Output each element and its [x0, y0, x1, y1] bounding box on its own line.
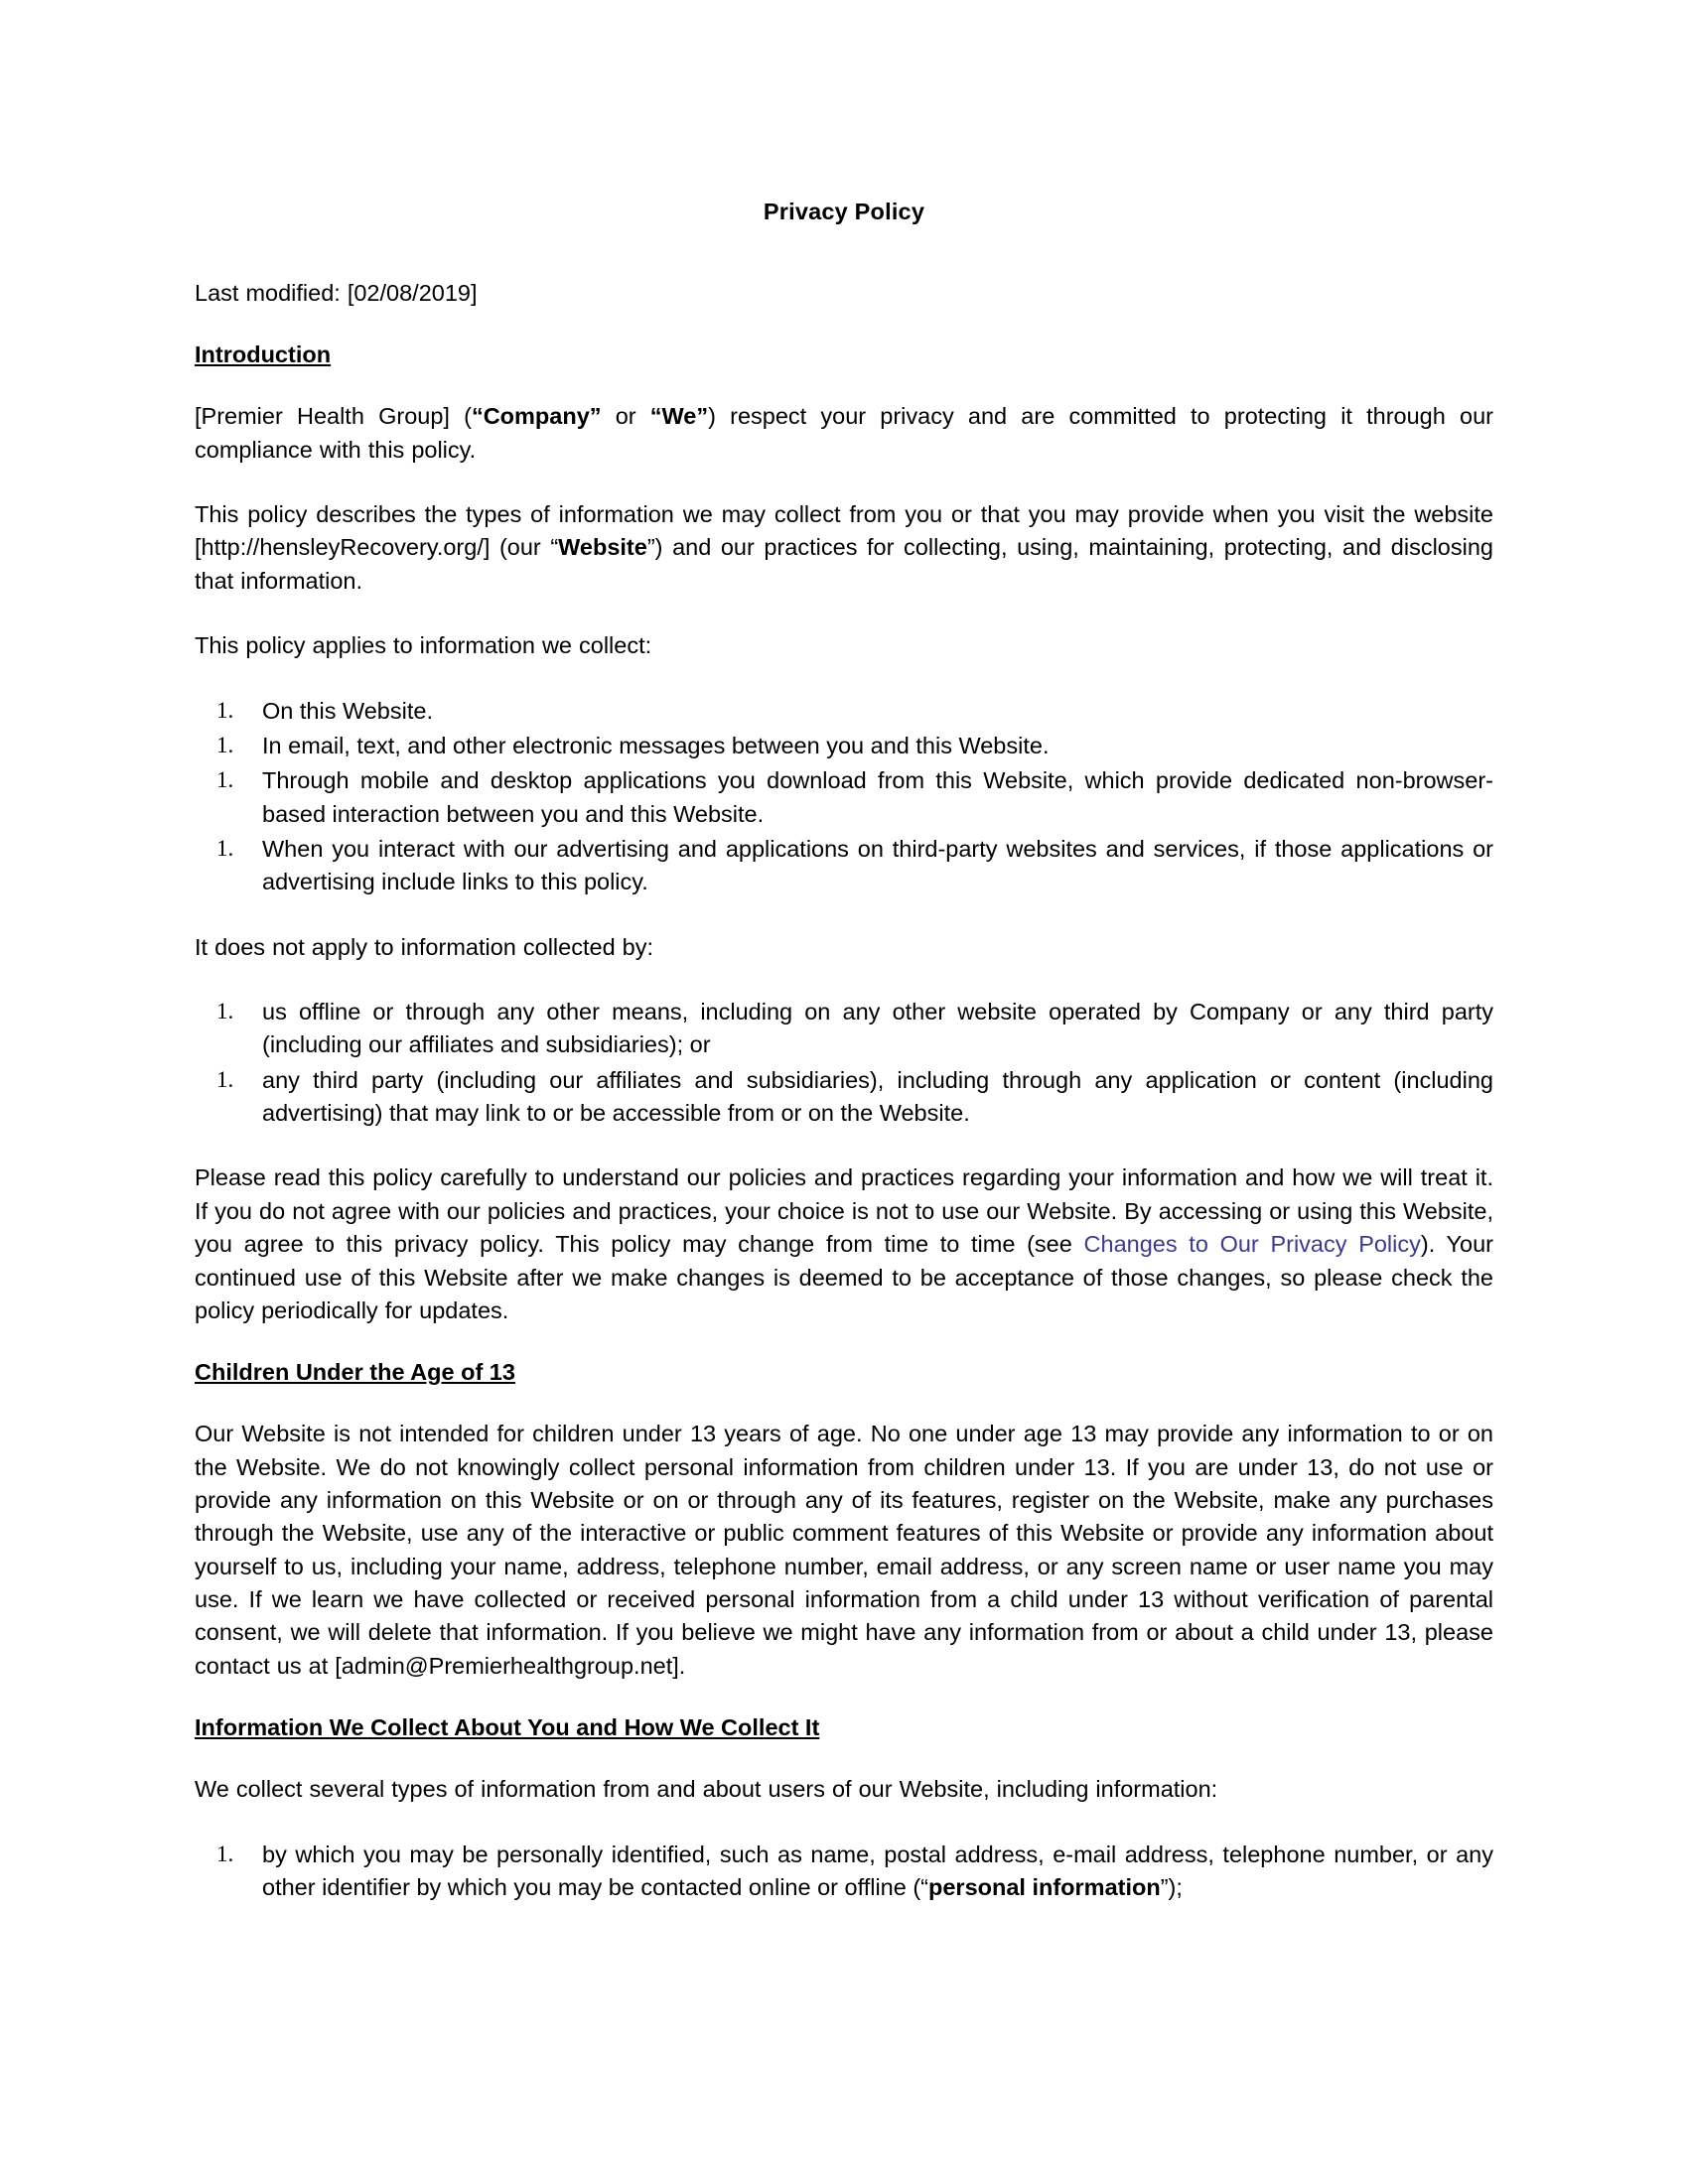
list-item-text: Through mobile and desktop applications you download from this Website, which provide dedicated non-browser-based interaction between you and this Website.	[262, 767, 1493, 827]
list-item	[195, 695, 1493, 728]
list-item-text: In email, text, and other electronic messages between you and this Website.	[262, 732, 1050, 758]
list-item	[195, 1064, 1493, 1131]
applies-intro: This policy applies to information we collect:	[195, 632, 652, 659]
read-policy-part-b: ). Your continued use of this Website after we make changes is deemed to be acceptance of those changes, so please check the policy periodically for updates.	[195, 1231, 1493, 1323]
list-item-part-b: ”);	[1160, 1873, 1183, 1900]
list-marker: 1.	[216, 732, 234, 757]
not-apply-list	[195, 996, 1493, 1130]
last-modified-line: Last modified: [02/08/2019]	[195, 280, 478, 306]
list-item-text	[262, 1842, 1493, 1900]
list-item	[195, 764, 1493, 831]
list-item	[195, 996, 1493, 1062]
list-item-text: us offline or through any other means, including on any other website operated by Company or any third party (including our affiliates and subsidiaries); or	[262, 999, 1493, 1058]
term-we: “We”	[649, 403, 709, 430]
intro-p2-part-a: This policy describes the types of information we may collect from you or that you may provide when you visit the website [http://hensleyRecovery.org/] (our “	[195, 501, 1493, 561]
list-marker: 1.	[216, 697, 234, 723]
intro-p2-part-b: ”) and our practices for collecting, using, maintaining, protecting, and disclosing that information.	[195, 534, 1493, 594]
page-title: Privacy Policy	[763, 199, 925, 224]
list-item	[195, 1839, 1493, 1905]
list-marker: 1.	[216, 999, 234, 1024]
read-policy-paragraph	[195, 1161, 1493, 1327]
term-personal-information: personal information	[928, 1873, 1161, 1900]
list-marker: 1.	[216, 1841, 234, 1866]
section-heading-introduction: Introduction	[195, 341, 332, 368]
information-we-collect-list	[195, 1839, 1493, 1905]
intro-p1-part-b: or	[601, 403, 650, 430]
read-policy-part-a: Please read this policy carefully to understand our policies and practices regarding your information and how we will treat it. If you do not agree with our policies and practices, your choice is not to use our Website. By accessing or using this Website, you agree to this privacy policy. This policy may change from time to time (see	[195, 1164, 1493, 1258]
children-paragraph: Our Website is not intended for children under 13 years of age. No one under age 13 may provide any information to or on the Website. We do not knowingly collect personal information from children under 13. If you are under 13, do not use or provide any information on this Website or on or through any of its features, register on the Website, make any purchases through the Website, use any of the interactive or public comment features of this Website or provide any information about yourself to us, including your name, address, telephone number, email address, or any screen name or user name you may use. If we learn we have collected or received personal information from a child under 13 without verification of parental consent, we will delete that information. If you believe we might have any information from or about a child under 13, please contact us at [admin@Premierhealthgroup.net].	[195, 1421, 1493, 1679]
list-item	[195, 730, 1493, 762]
list-marker: 1.	[216, 1066, 234, 1092]
list-marker: 1.	[216, 767, 234, 793]
list-item-text: any third party (including our affiliates and subsidiaries), including through any application or content (including advertising) that may link to or be accessible from or on the Website.	[262, 1066, 1493, 1127]
information-we-collect-intro: We collect several types of information from and about users of our Website, including information:	[195, 1776, 1218, 1803]
list-item-text: When you interact with our advertising and applications on third-party websites and services, if those applications or advertising include links to this policy.	[262, 835, 1493, 895]
list-marker: 1.	[216, 835, 234, 861]
section-heading-children: Children Under the Age of 13	[195, 1359, 515, 1386]
intro-paragraph-2	[195, 498, 1493, 598]
section-heading-information-we-collect: Information We Collect About You and How We Collect It	[195, 1714, 820, 1741]
term-website: Website	[558, 534, 647, 561]
term-company: “Company”	[471, 403, 602, 430]
changes-to-privacy-policy-link[interactable]: Changes to Our Privacy Policy	[1083, 1231, 1421, 1258]
list-item-part-a: by which you may be personally identified, such as name, postal address, e-mail address, telephone number, or any other identifier by which you may be contacted online or offline (“	[262, 1841, 1493, 1900]
intro-p1-part-c: ) respect your privacy and are committed to protecting it through our compliance with this policy.	[195, 403, 1493, 463]
not-apply-intro: It does not apply to information collected by:	[195, 933, 654, 960]
list-item	[195, 833, 1493, 899]
intro-p1-part-a: [Premier Health Group] (	[195, 403, 472, 430]
list-item-text: On this Website.	[262, 697, 433, 724]
applies-list	[195, 695, 1493, 899]
intro-paragraph-1	[195, 400, 1493, 467]
